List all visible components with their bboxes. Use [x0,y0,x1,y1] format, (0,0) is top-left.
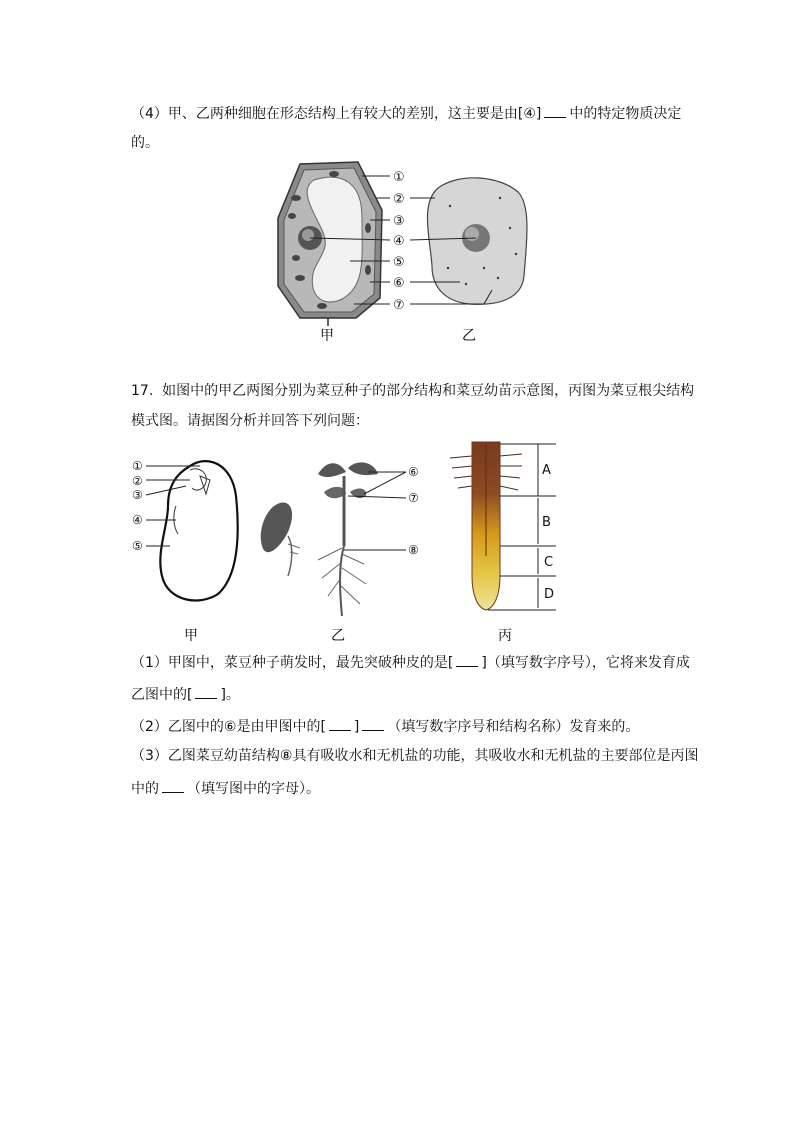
cell-label-6: ⑥ [393,276,405,291]
q16-part4-text-a: （4）甲、乙两种细胞在形态结构上有较大的差别，这主要是由[④] [131,106,542,122]
q17-number: 17. [131,383,154,399]
caption-plant-cell: 甲 [320,328,334,344]
q17-intro-text1: 如图中的甲乙两图分别为菜豆种子的部分结构和菜豆幼苗示意图，丙图为菜豆根尖结构 [162,383,695,399]
seed-label-3: ③ [132,488,143,502]
seedling-labels [408,465,419,557]
q17-sub1-line1 [131,652,690,673]
q17-sub2-text-c: （填写数字序号和结构名称）发育来的。 [387,719,640,735]
q17-sub3-text-b: 中的 [131,781,159,797]
root-label-b: B [542,515,551,530]
cell-label-3: ③ [393,214,405,229]
plant-cell [278,162,382,326]
q17-intro-line1 [131,381,694,401]
q17-sub1-text-a: （1）甲图中，菜豆种子萌发时，最先突破种皮的是[ [131,655,454,671]
caption-animal-cell: 乙 [462,328,476,344]
q17-sub1-line2 [131,684,240,705]
q16-part4-line1 [131,103,681,124]
cell-labels [393,170,405,313]
q16-part4-text-b: 中的特定物质决定 [569,106,682,122]
seed-leader-lines [146,466,200,546]
root-tip [450,442,522,610]
seed-labels [132,459,143,553]
seed-label-2: ② [132,474,143,488]
animal-cell [427,178,527,304]
seed-label-5: ⑤ [132,539,143,553]
q17-sub3-line1 [131,746,698,766]
bean-seedling [261,462,378,616]
cell-label-4: ④ [393,234,405,249]
q17-sub1-text-d: ]。 [220,687,240,703]
seedling-label-8: ⑧ [408,543,419,557]
cell-figure [270,158,540,348]
seed-label-1: ① [132,459,143,473]
q16-part4-text-c: 的。 [131,135,159,151]
answer-blank[interactable] [162,778,184,793]
seed-label-4: ④ [132,513,143,527]
answer-blank[interactable] [456,652,478,667]
caption-seed: 甲 [184,628,198,644]
root-label-c: C [544,555,554,570]
answer-blank[interactable] [362,716,384,731]
q17-intro-text2: 模式图。请据图分析并回答下列问题： [131,413,369,429]
seed-figure [128,436,590,648]
seedling-leader-lines [344,472,406,550]
answer-blank[interactable] [195,684,217,699]
cell-label-2: ② [393,192,405,207]
caption-root-tip: 丙 [498,628,512,644]
q17-sub3-text-c: （填写图中的字母）。 [187,781,320,797]
seedling-label-7: ⑦ [408,491,419,505]
cell-label-5: ⑤ [393,255,405,270]
q17-sub3-text-a: （3）乙图菜豆幼苗结构⑧具有吸收水和无机盐的功能，其吸收水和无机盐的主要部位是丙图 [131,748,699,764]
q17-sub2-line [131,716,639,737]
q17-sub2-text-a: （2）乙图中的⑥是由甲图中的[ [131,719,326,735]
answer-blank[interactable] [544,103,566,118]
answer-blank[interactable] [329,716,351,731]
q17-sub1-text-c: 乙图中的[ [131,687,193,703]
q16-part4-line2 [131,133,159,153]
caption-seedling: 乙 [331,628,345,644]
cell-label-1: ① [393,170,405,185]
root-label-d: D [544,587,555,602]
root-label-a: A [542,463,551,478]
cell-label-7: ⑦ [393,298,405,313]
root-labels [542,463,554,602]
q17-sub1-text-b: ]（填写数字序号），它将来发育成 [481,655,690,671]
bean-seed [160,461,237,600]
seedling-label-6: ⑥ [408,465,419,479]
q17-sub2-text-b: ] [353,719,360,735]
q17-intro-line2 [131,411,369,431]
q17-sub3-line2 [131,778,320,799]
